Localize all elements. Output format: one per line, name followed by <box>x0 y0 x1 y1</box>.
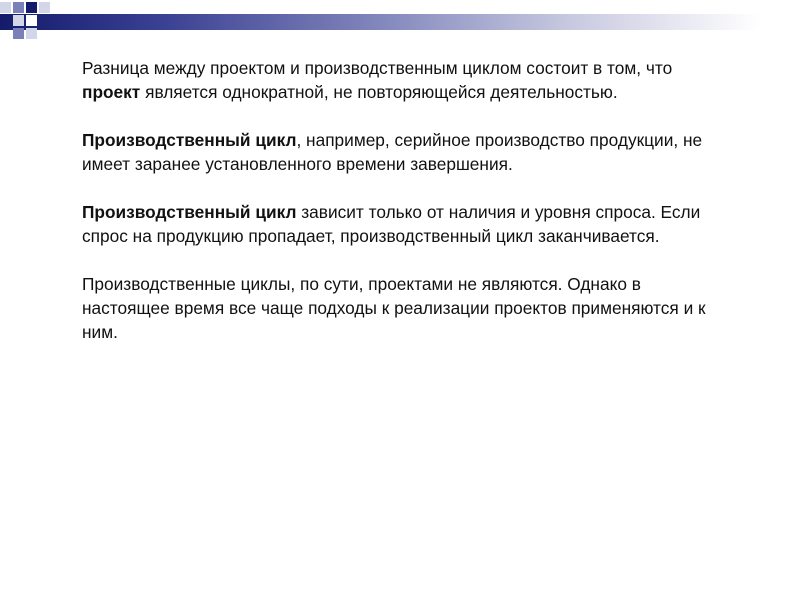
text-segment: является однократной, не повторяющейся деятельностью. <box>140 82 618 102</box>
bold-term: проект <box>82 82 141 102</box>
decor-square <box>13 28 24 39</box>
paragraph <box>82 56 722 104</box>
text-segment: , например, серийное производство продукции, не имеет заранее установленного времени завершения. <box>82 130 703 174</box>
text-segment: зависит только от наличия и уровня спроса. Если спрос на продукцию пропадает, производственный цикл заканчивается. <box>82 202 701 246</box>
bold-term: Производственный цикл <box>82 130 297 150</box>
paragraph <box>82 200 722 248</box>
text-segment: Производственные циклы, по сути, проектами не являются. Однако в настоящее время все чаще подходы к реализации проектов применяются и к ним. <box>82 274 706 342</box>
header-gradient-bar <box>0 14 800 30</box>
paragraph <box>82 128 722 176</box>
decor-square <box>0 2 11 13</box>
decor-square <box>26 15 37 26</box>
decor-square <box>26 2 37 13</box>
slide-body <box>82 56 722 368</box>
text-segment: Разница между проектом и производственным циклом состоит в том, что <box>82 58 673 78</box>
bold-term: Производственный цикл <box>82 202 297 222</box>
header-decoration <box>0 0 800 30</box>
decor-square <box>13 15 24 26</box>
decor-square <box>39 2 50 13</box>
decor-square <box>13 2 24 13</box>
decor-square <box>26 28 37 39</box>
paragraph <box>82 272 722 344</box>
